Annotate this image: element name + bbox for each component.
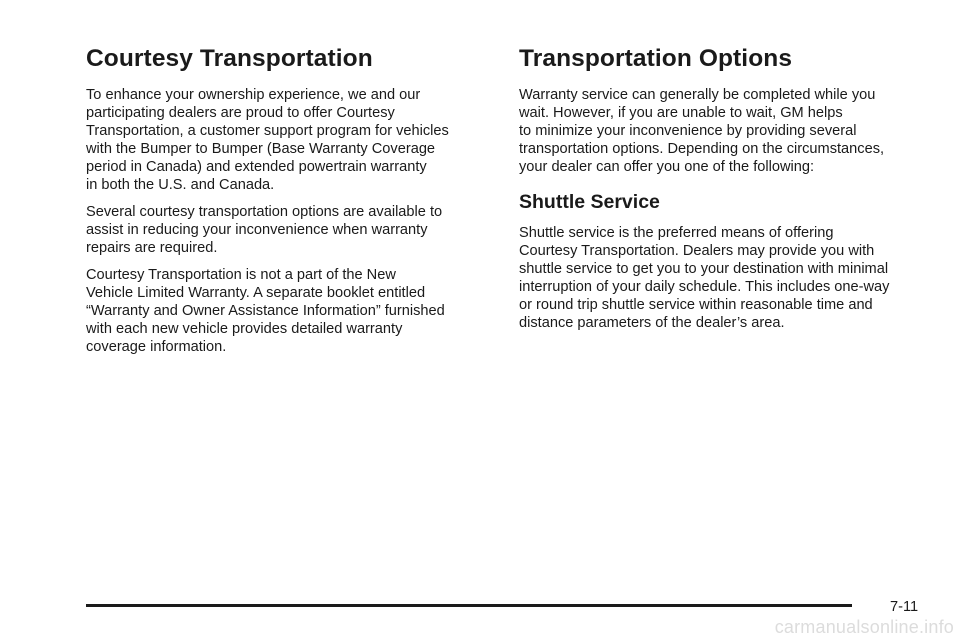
footer-divider [86,604,852,607]
left-column [86,44,496,365]
shuttle-service-heading: Shuttle Service [519,191,660,213]
courtesy-options-paragraph: Several courtesy transportation options are available to assist in reducing your inconvenience when warranty repairs are required. [86,204,443,256]
courtesy-warranty-paragraph: Courtesy Transportation is not a part of the New Vehicle Limited Warranty. A separate booklet entitled “Warranty and Owner Assistance Information” furnished with each new vehicle provides detailed warranty coverage information. [86,267,445,355]
courtesy-intro-paragraph: To enhance your ownership experience, we and our participating dealers are proud to offer Courtesy Transportation, a customer support program for vehicles with the Bumper to Bumper (Base Warranty Coverage period in Canada) and extended powertrain warranty in both the U.S. and Canada. [86,87,449,193]
right-column [519,44,929,341]
shuttle-service-paragraph: Shuttle service is the preferred means of offering Courtesy Transportation. Dealers may provide you with shuttle service to get you to your destination with minimal interruption of your daily schedule. This includes one-way or round trip shuttle service within reasonable time and distance parameters of the dealer’s area. [519,225,890,331]
transportation-options-paragraph: Warranty service can generally be completed while you wait. However, if you are unable to wait, GM helps to minimize your inconvenience by providing several transportation options. Depending on the circumstances, your dealer can offer you one of the following: [519,87,885,175]
page-number: 7-11 [890,599,919,615]
watermark-text: carmanualsonline.info [774,617,954,637]
transportation-options-heading: Transportation Options [519,45,793,72]
courtesy-transportation-heading: Courtesy Transportation [86,45,373,72]
